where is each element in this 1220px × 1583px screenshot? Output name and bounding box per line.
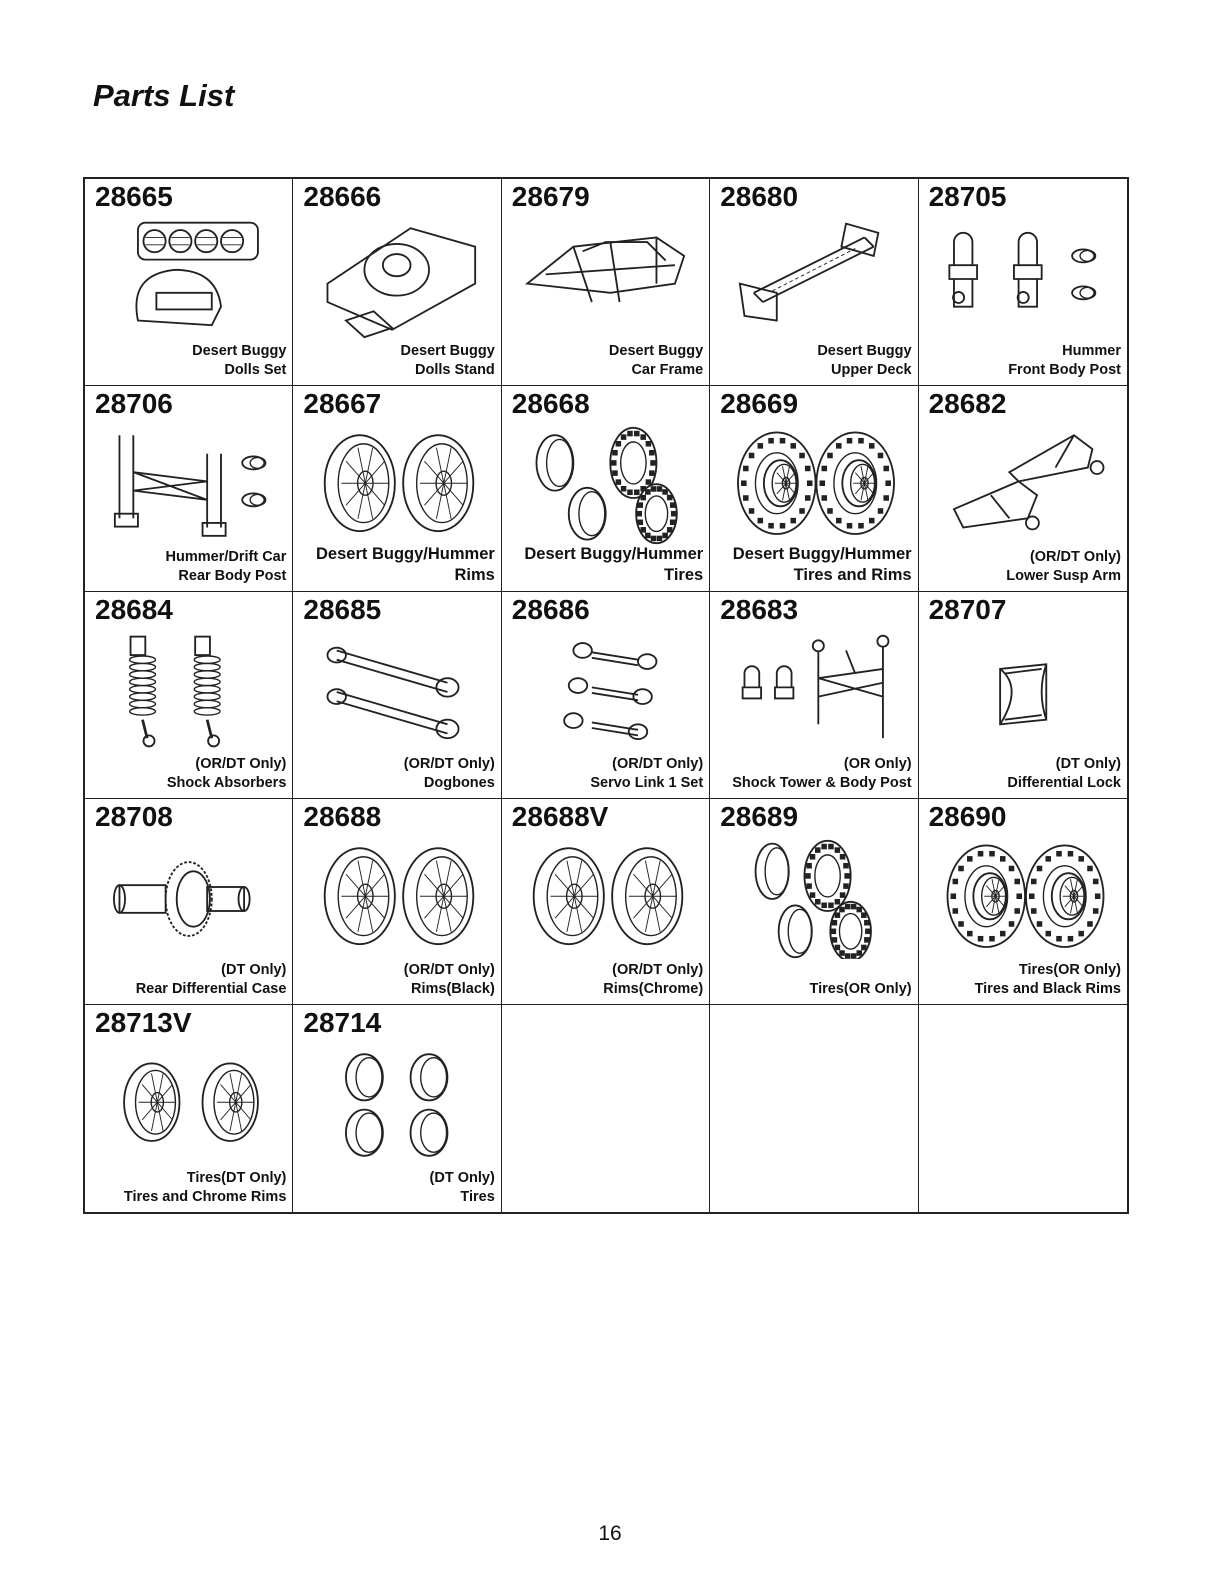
part-cell-28684: [85, 592, 293, 799]
caption-line1: Desert Buggy: [608, 342, 704, 359]
caption-line2: Differential Lock: [1007, 774, 1121, 791]
tires-or-icon: [722, 839, 905, 959]
caption-line1: (DT Only): [429, 1170, 495, 1186]
part-caption: [609, 342, 703, 380]
caption-line1: Hummer/Drift Car: [165, 549, 287, 566]
part-caption: [404, 961, 495, 999]
caption-line1: Desert Buggy: [192, 342, 287, 359]
part-caption: [124, 1169, 287, 1207]
caption-line2: Upper Deck: [831, 361, 912, 378]
part-number: 28707: [928, 594, 1007, 626]
part-cell-28679: [502, 179, 710, 386]
body-post-icon: [931, 219, 1115, 339]
empty-cell: [710, 1005, 918, 1212]
part-cell-28667: [293, 386, 501, 593]
part-number: 28708: [95, 800, 173, 832]
part-number: 28667: [303, 387, 382, 419]
part-caption: [1008, 342, 1121, 380]
part-caption: [136, 961, 287, 999]
part-cell-28707: [919, 592, 1127, 799]
part-caption: [524, 544, 703, 586]
part-number: 28713V: [95, 1007, 192, 1039]
part-caption: [401, 342, 495, 380]
part-number: 28685: [303, 594, 382, 626]
caption-line2: Tires and Chrome Rims: [123, 1189, 287, 1205]
part-cell-28669: [710, 386, 918, 593]
part-cell-28688: [293, 799, 501, 1006]
part-caption: [817, 342, 911, 380]
part-caption: [1007, 755, 1121, 793]
tire-bands-icon: [305, 1045, 488, 1165]
part-caption: [316, 544, 495, 586]
part-number: 28668: [511, 387, 590, 419]
tires-black-rims-icon: [931, 839, 1115, 959]
caption-line1: Hummer: [1062, 342, 1121, 359]
caption-line1: (OR/DT Only): [1029, 549, 1121, 566]
part-cell-28680: [710, 179, 918, 386]
caption-line2: Shock Tower & Body Post: [732, 774, 912, 791]
part-cell-28689: [710, 799, 918, 1006]
tires-chrome-rims-icon: [97, 1045, 280, 1165]
caption-line1: (OR/DT Only): [195, 755, 287, 772]
caption-line1: Desert Buggy/Hummer: [316, 545, 495, 564]
part-cell-28686: [502, 592, 710, 799]
part-number: 28665: [95, 181, 173, 212]
caption-line2: Tires and Rims: [793, 566, 912, 585]
page-number: 16: [598, 1522, 622, 1545]
part-caption: [590, 755, 703, 793]
rims-black-icon: [305, 839, 488, 959]
caption-line2: Rims(Chrome): [603, 981, 704, 998]
caption-line2: Lower Susp Arm: [1006, 568, 1121, 585]
dolls-stand-icon: [305, 219, 488, 339]
dogbone-icon: [305, 632, 488, 752]
part-number: 28684: [95, 594, 173, 626]
empty-cell: [919, 1005, 1127, 1212]
part-cell-28688V: [502, 799, 710, 1006]
caption-line2: Tires: [460, 1189, 495, 1205]
upper-deck-icon: [722, 219, 905, 339]
caption-line2: Servo Link 1 Set: [590, 774, 704, 791]
caption-line2: Dogbones: [423, 774, 495, 791]
part-cell-28682: [919, 386, 1127, 593]
part-cell-28683: [710, 592, 918, 799]
caption-line2: Dolls Stand: [415, 361, 495, 378]
part-number: 28714: [303, 1007, 382, 1039]
part-number: 28686: [511, 594, 590, 626]
servo-link-icon: [514, 632, 697, 752]
part-number: 28705: [928, 181, 1007, 212]
caption-line1: (OR Only): [843, 755, 912, 772]
part-caption: [810, 980, 912, 999]
shock-absorber-icon: [97, 632, 280, 752]
caption-line1: Tires(DT Only): [186, 1170, 287, 1186]
part-number: 28680: [720, 181, 799, 212]
part-number: 28688V: [511, 800, 609, 832]
caption-line2: Rims(Black): [410, 981, 495, 998]
caption-line1: (OR/DT Only): [403, 962, 495, 979]
caption-line2: Rear Differential Case: [135, 981, 287, 998]
dolls-set-icon: [97, 219, 280, 339]
caption-line2: Rims: [454, 566, 495, 585]
rims-icon: [305, 426, 488, 546]
part-caption: [975, 961, 1121, 999]
caption-line1: Desert Buggy/Hummer: [524, 545, 704, 564]
part-cell-28665: [85, 179, 293, 386]
part-number: 28688: [303, 800, 382, 832]
part-caption: [404, 755, 495, 793]
shock-tower-icon: [722, 632, 905, 752]
caption-line2: Car Frame: [631, 361, 704, 378]
part-cell-28690: [919, 799, 1127, 1006]
part-number: 28706: [95, 387, 173, 419]
part-cell-28714: [293, 1005, 501, 1212]
part-number: 28683: [720, 594, 799, 626]
empty-cell: [502, 1005, 710, 1212]
caption-line2: Tires: [664, 566, 704, 585]
part-caption: [192, 342, 286, 380]
caption-line1: Desert Buggy: [817, 342, 912, 359]
caption-line2: Tires and Black Rims: [974, 981, 1121, 998]
part-caption: [430, 1169, 495, 1207]
caption-line1: Desert Buggy: [400, 342, 495, 359]
part-cell-28668: [502, 386, 710, 593]
part-number: 28690: [928, 800, 1007, 832]
part-number: 28679: [511, 181, 590, 212]
caption-line1: Desert Buggy/Hummer: [732, 545, 912, 564]
caption-line2: Front Body Post: [1008, 361, 1121, 378]
caption-line1: Tires(OR Only): [1018, 962, 1121, 979]
differential-lock-icon: [931, 632, 1115, 752]
tires-icon: [514, 426, 697, 546]
part-cell-28666: [293, 179, 501, 386]
part-caption: [1006, 548, 1121, 586]
part-cell-28713V: [85, 1005, 293, 1212]
part-number: 28666: [303, 181, 382, 212]
page-title: Parts List: [93, 78, 235, 113]
tires-rims-icon: [722, 426, 905, 546]
part-caption: [603, 961, 703, 999]
part-caption: [167, 755, 287, 793]
car-frame-icon: [514, 219, 697, 339]
caption-line2: Dolls Set: [224, 361, 287, 378]
part-number: 28682: [928, 387, 1007, 419]
part-cell-28705: [919, 179, 1127, 386]
caption-line1: (DT Only): [221, 962, 287, 979]
caption-line1: (OR/DT Only): [403, 755, 495, 772]
rear-body-post-icon: [97, 426, 280, 546]
differential-case-icon: [97, 839, 280, 959]
part-caption: [166, 548, 287, 586]
susp-arm-icon: [931, 426, 1115, 546]
caption-line1: (DT Only): [1055, 755, 1121, 772]
caption-line1: (OR/DT Only): [612, 962, 704, 979]
part-caption: [733, 544, 912, 586]
part-cell-28706: [85, 386, 293, 593]
caption-line1: (OR/DT Only): [612, 755, 704, 772]
caption-line2: Rear Body Post: [178, 568, 287, 585]
parts-grid: [83, 177, 1129, 1214]
part-number: 28689: [720, 800, 799, 832]
part-cell-28685: [293, 592, 501, 799]
part-cell-28708: [85, 799, 293, 1006]
caption-line2: Shock Absorbers: [166, 774, 287, 791]
caption-line2: Tires(OR Only): [809, 981, 912, 998]
part-caption: [732, 755, 911, 793]
part-number: 28669: [720, 387, 799, 419]
rims-chrome-icon: [514, 839, 697, 959]
